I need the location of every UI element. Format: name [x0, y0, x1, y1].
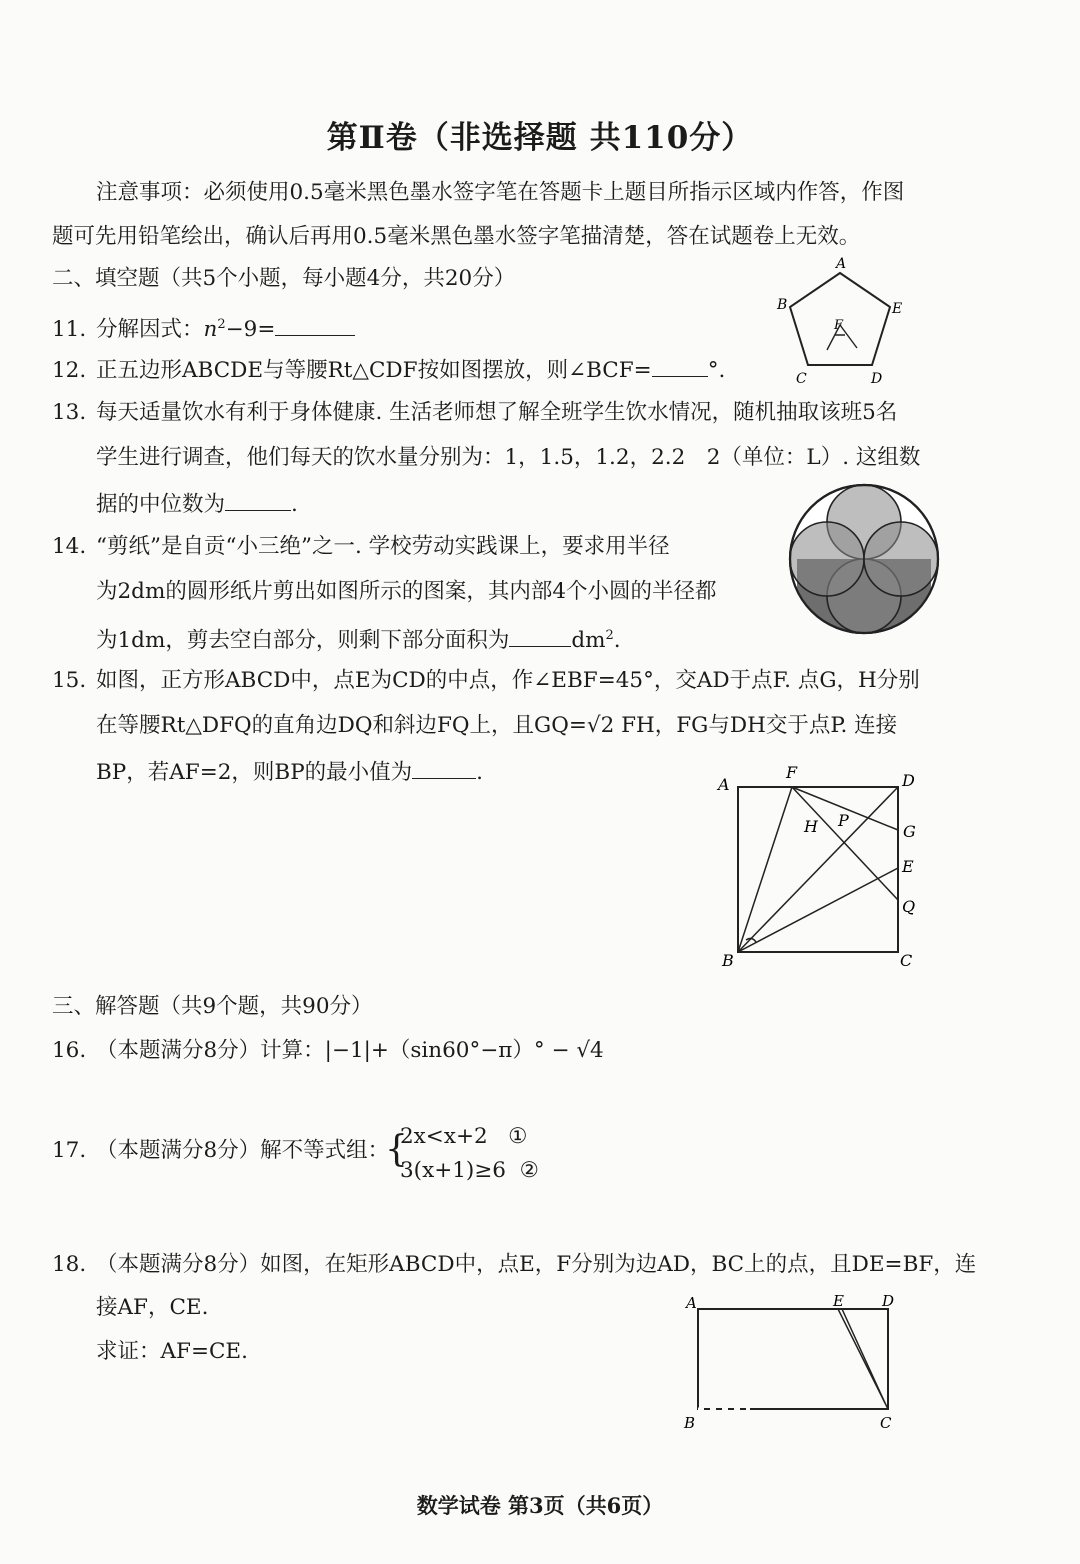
label-C: C — [796, 371, 807, 387]
q15-prefix: BP，若AF=2，则BP的最小值为 — [96, 760, 413, 785]
label-D: D — [871, 371, 883, 387]
label-Q: Q — [902, 897, 916, 916]
label-B: B — [684, 1414, 696, 1432]
label-F: F — [834, 318, 844, 333]
answer-blank — [509, 624, 571, 647]
label-E: E — [833, 1292, 844, 1310]
answer-blank — [652, 354, 708, 377]
system-brace: { — [385, 1129, 408, 1170]
question-number: 12. — [52, 358, 87, 383]
inequality-1-mark: ① — [508, 1124, 528, 1149]
question-number: 15. — [52, 668, 87, 693]
question-14-line-2: 为2dm的圆形纸片剪出如图所示的图案，其内部4个小圆的半径都 — [96, 579, 717, 604]
question-number: 14. — [52, 534, 87, 559]
question-number: 18. — [52, 1252, 87, 1277]
q14-prefix: 为1dm，剪去空白部分，则剩下部分面积为 — [96, 628, 510, 654]
notice-line-2: 题可先用铅笔绘出，确认后再用0.5毫米黑色墨水签字笔描清楚，答在试题卷上无效。 — [52, 224, 861, 249]
question-14-line-1 — [52, 532, 670, 562]
label-E: E — [892, 301, 903, 317]
section-2-heading: 二、填空题（共5个小题，每小题4分，共20分） — [52, 266, 516, 291]
square-figure — [712, 760, 932, 975]
inequality-2 — [400, 1156, 539, 1186]
question-18-line-1 — [52, 1250, 976, 1280]
inequality-2-mark: ② — [519, 1158, 539, 1183]
q15-suffix: . — [476, 760, 484, 785]
question-15-line-3 — [96, 756, 483, 788]
label-D: D — [882, 1292, 895, 1310]
inequality-1-expr: 2x<x+2 — [400, 1124, 488, 1149]
q14-end: . — [613, 628, 621, 654]
question-11: 11. 分解因式：$n^2-9=$ — [52, 310, 355, 345]
label-P: P — [838, 811, 849, 830]
label-G: G — [903, 822, 916, 841]
question-15-line-1 — [52, 666, 920, 696]
inequality-1 — [400, 1122, 527, 1152]
question-16 — [52, 1036, 604, 1066]
q13-prefix: 据的中位数为 — [96, 492, 226, 517]
question-number: 13. — [52, 400, 87, 425]
q12-text: 正五边形ABCDE与等腰Rt△CDF按如图摆放，则∠BCF= — [96, 358, 652, 383]
q13-suffix: . — [291, 492, 298, 517]
question-13-line-2: 学生进行调查，他们每天的饮水量分别为：1，1.5，1.2，2.2 2（单位：L）. 这组数 — [96, 445, 921, 470]
question-17 — [52, 1136, 389, 1166]
label-A: A — [718, 775, 730, 794]
section-3-heading: 三、解答题（共9个题，共90分） — [52, 994, 373, 1019]
q17-text: （本题满分8分）解不等式组： — [96, 1138, 390, 1163]
label-B: B — [722, 951, 734, 970]
question-number: 16. — [52, 1038, 87, 1063]
label-A: A — [686, 1294, 697, 1312]
question-18-line-3: 求证：AF=CE. — [96, 1339, 248, 1364]
answer-blank — [412, 756, 476, 779]
question-number: 17. — [52, 1138, 87, 1163]
q18-text: （本题满分8分）如图，在矩形ABCD中，点E，F分别为边AD，BC上的点，且DE=BF，连 — [96, 1252, 977, 1277]
question-number: 11. — [52, 317, 87, 343]
pentagon-figure — [775, 255, 915, 390]
label-F: F — [786, 763, 798, 782]
page-title: 第Ⅱ卷（非选择题 共110分） — [326, 120, 754, 156]
question-18-line-2: 接AF，CE. — [96, 1295, 209, 1320]
inequality-2-expr: 3(x+1)≥6 — [400, 1158, 506, 1183]
label-C: C — [880, 1414, 892, 1432]
answer-blank — [225, 488, 291, 511]
q14-unit: dm — [571, 628, 606, 654]
q12-suffix: °. — [707, 358, 726, 383]
label-E: E — [902, 857, 914, 876]
q14-unit-exp: 2 — [605, 628, 614, 643]
page-footer: 数学试卷 第3页（共6页） — [416, 1493, 664, 1518]
label-D: D — [902, 771, 915, 790]
answer-blank — [275, 313, 355, 336]
q11-expr: −9= — [225, 317, 276, 343]
question-13-line-1 — [52, 398, 897, 428]
question-13-line-3 — [96, 488, 298, 520]
q13-text: 每天适量饮水有利于身体健康. 生活老师想了解全班学生饮水情况，随机抽取该班5名 — [96, 400, 898, 425]
q14-text: “剪纸”是自贡“小三绝”之一. 学校劳动实践课上，要求用半径 — [96, 534, 670, 559]
q16-text: （本题满分8分）计算：|−1|+（sin60°−π）° − √4 — [96, 1038, 604, 1063]
question-14-line-3 — [96, 621, 621, 656]
label-C: C — [900, 951, 913, 970]
question-15-line-2: 在等腰Rt△DFQ的直角边DQ和斜边FQ上，且GQ=√2 FH，FG与DH交于点P. 连接 — [96, 713, 898, 738]
notice-line-1: 注意事项：必须使用0.5毫米黑色墨水签字笔在答题卡上题目所指示区域内作答，作图 — [96, 180, 905, 205]
rectangle-figure — [680, 1288, 910, 1436]
question-12 — [52, 354, 725, 386]
label-A: A — [836, 256, 847, 272]
q15-text: 如图，正方形ABCD中，点E为CD的中点，作∠EBF=45°，交AD于点F. 点G，H分别 — [96, 668, 920, 693]
q11-var: n — [203, 317, 218, 343]
paper-cut-figure — [785, 482, 945, 638]
label-B: B — [777, 297, 788, 313]
q11-prefix: 分解因式： — [96, 317, 204, 343]
label-H: H — [804, 817, 818, 836]
